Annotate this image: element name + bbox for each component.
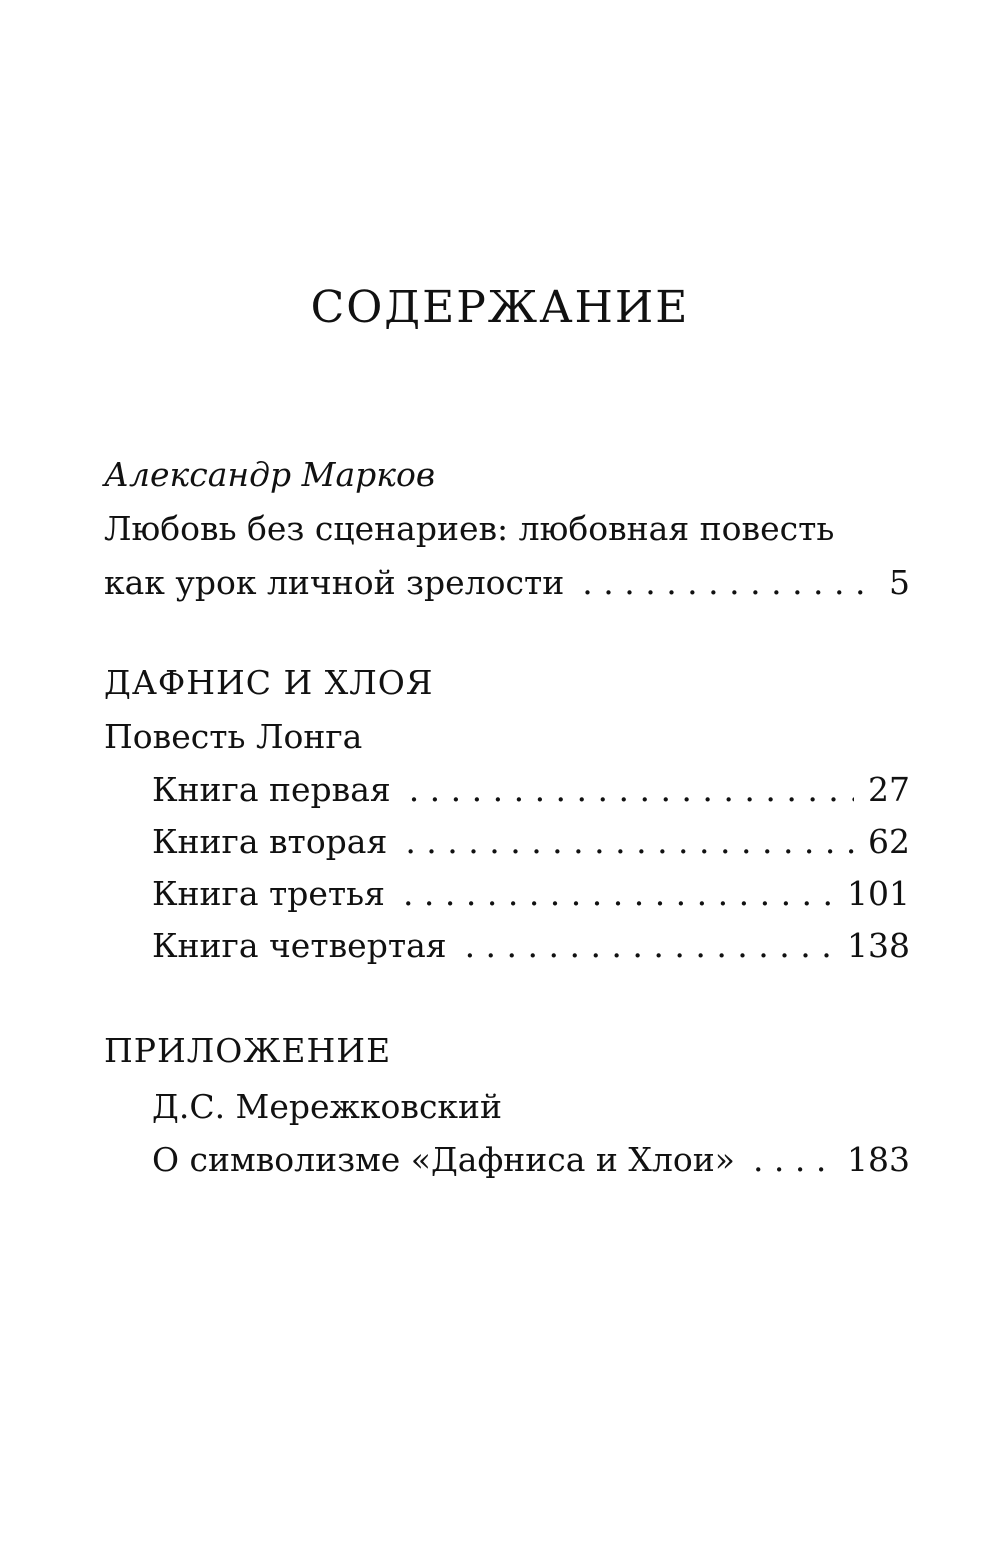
- toc-entry-book-4[interactable]: [152, 926, 910, 965]
- leader-dots: [409, 773, 854, 806]
- toc-page-number: 62: [868, 822, 910, 861]
- toc-entry-label: Книга вторая: [152, 822, 388, 861]
- toc-page-number: 5: [889, 563, 910, 602]
- toc-entry-label: как урок личной зрелости: [104, 563, 565, 602]
- leader-dots: [753, 1143, 833, 1176]
- section-heading-appendix: ПРИЛОЖЕНИЕ: [104, 1031, 392, 1070]
- toc-page-number: 101: [847, 874, 910, 913]
- toc-entry-label: Книга третья: [152, 874, 385, 913]
- toc-page-number: 138: [847, 926, 910, 965]
- intro-author: Александр Марков: [104, 455, 436, 494]
- toc-entry-label: О символизме «Дафниса и Хлои»: [152, 1140, 735, 1179]
- toc-entry-label: Книга четвертая: [152, 926, 447, 965]
- page-title: СОДЕРЖАНИЕ: [310, 282, 690, 333]
- toc-entry-book-1[interactable]: [152, 770, 910, 809]
- leader-dots: [403, 877, 833, 910]
- toc-page-number: 183: [847, 1140, 910, 1179]
- toc-entry-appendix[interactable]: [152, 1140, 910, 1179]
- leader-dots: [405, 825, 854, 858]
- toc-entry-label: Книга первая: [152, 770, 391, 809]
- section-heading-daphnis: ДАФНИС И ХЛОЯ: [104, 663, 434, 702]
- toc-entry-book-3[interactable]: [152, 874, 910, 913]
- section-subheading: Повесть Лонга: [104, 717, 363, 756]
- toc-entry-book-2[interactable]: [152, 822, 910, 861]
- toc-page-number: 27: [868, 770, 910, 809]
- leader-dots: [465, 929, 833, 962]
- leader-dots: [582, 566, 875, 599]
- intro-title-line-1: Любовь без сценариев: любовная повесть: [104, 509, 835, 548]
- toc-entry-intro[interactable]: [104, 563, 910, 602]
- appendix-author: Д.С. Мережковский: [152, 1087, 503, 1126]
